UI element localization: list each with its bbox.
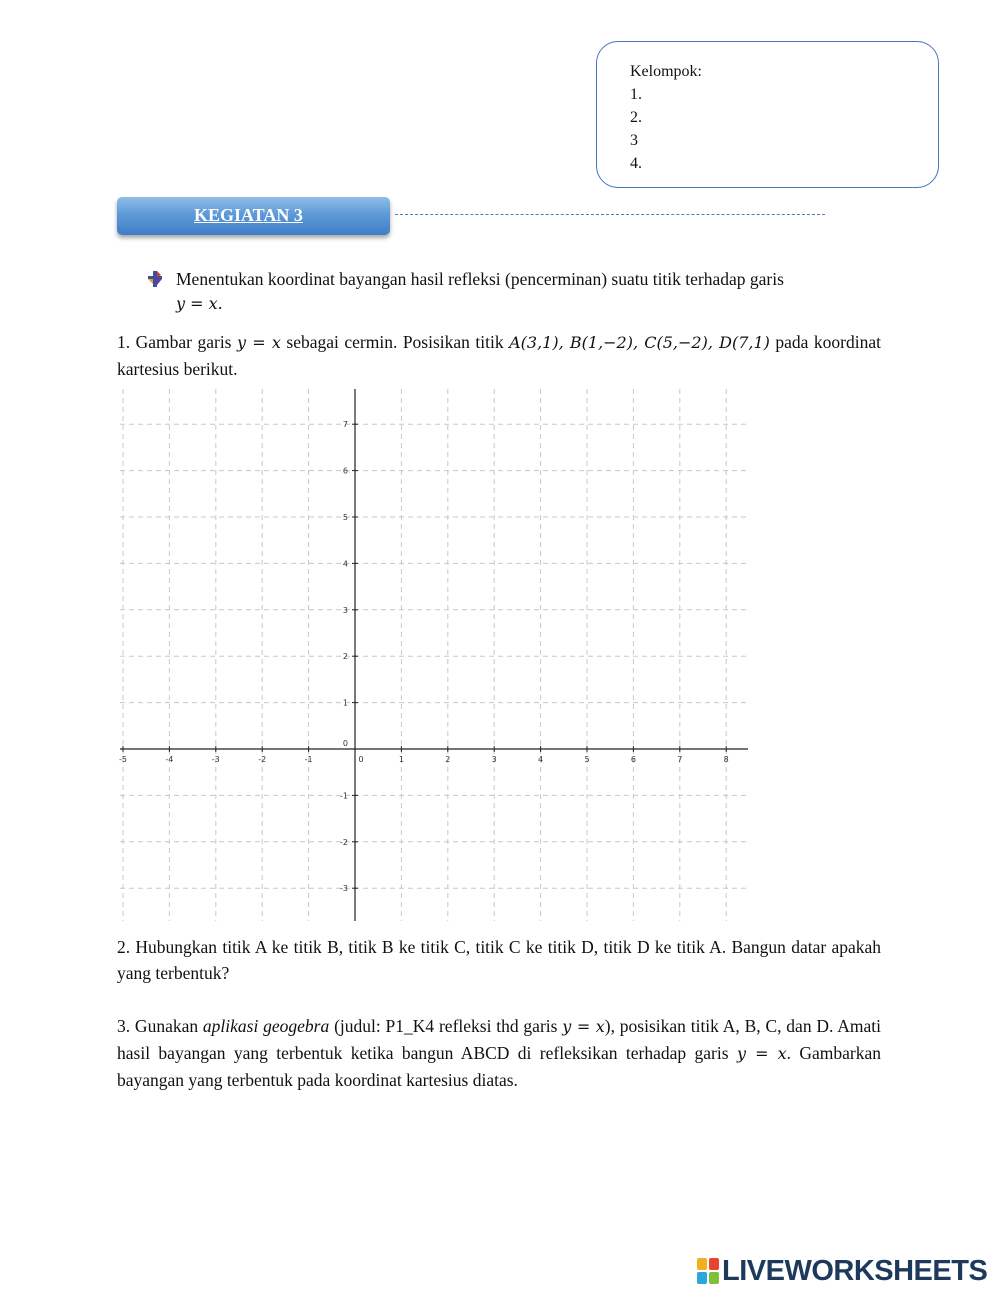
q1-mid: sebagai cermin. Posisikan titik [286,332,504,352]
y-tick-label: 5 [342,513,348,522]
liveworksheets-logo [697,1255,987,1287]
y-tick-label: 4 [342,559,348,569]
dashed-divider [395,214,825,215]
y-tick-label: -3 [340,884,348,894]
y-tick-label: -2 [340,837,348,847]
y-tick-label: -1 [340,791,348,801]
q1-points: A(3,1), B(1,−2), C(5,−2), D(7,1) [509,333,770,352]
x-tick-label: 2 [445,755,451,764]
question-2: 2. Hubungkan titik A ke titik B, titik B ke titik C, titik C ke titik D, titik D ke titik A. Bangun datar apakah yang terbentuk? [117,937,881,983]
group-member-2: 2. [630,109,642,126]
x-tick-label: 1 [398,755,404,764]
q3-math-1: y = x [562,1017,605,1036]
objective-text [176,267,881,316]
group-box [596,41,939,188]
y-tick-label: 3 [342,605,348,615]
q1-tail: pada koordinat kartesius berikut. [117,332,882,379]
objective-math: y = x. [176,294,223,313]
arrow-bullet-icon [145,269,165,289]
x-tick-label: -2 [258,755,267,764]
x-tick-label: 4 [538,755,544,764]
y-tick-label: 6 [342,466,348,476]
x-tick-label: -4 [165,755,174,764]
y-tick-label: 7 [342,420,348,430]
x-tick-label: -1 [304,755,313,764]
x-tick-label: 8 [723,755,729,764]
cartesian-grid[interactable] [112,385,752,925]
q3-tail: . Gambarkan bayangan yang terbentuk pada koordinat kartesius diatas. [117,1043,881,1090]
objective-sentence: Menentukan koordinat bayangan hasil refleksi (pencerminan) suatu titik terhadap garis [176,269,784,289]
y-tick-label: 0 [342,739,348,748]
x-tick-label: 6 [630,755,636,764]
x-tick-label: 3 [491,755,497,764]
q3-math-2: y = x [736,1044,787,1063]
logo-text: LIVEWORKSHEETS [722,1254,988,1287]
q3-mid: (judul: P1_K4 refleksi thd garis [334,1016,558,1036]
group-member-3: 3 [630,132,638,149]
group-title: Kelompok: [630,63,702,80]
question-1 [117,329,881,382]
question-3 [117,1013,881,1093]
y-tick-label: 2 [342,652,348,662]
x-tick-label: 0 [358,755,364,764]
q3-app-name: aplikasi geogebra [202,1016,330,1036]
q3-lead: 3. Gunakan [117,1016,199,1036]
x-tick-label: -5 [119,755,127,764]
y-tick-label: 1 [342,698,348,708]
x-tick-label: -3 [211,755,220,764]
q3-mid2: ), posisikan titik A, B, C, dan D. Amati hasil bayangan yang terbentuk ketika bangun ABCD di refleksikan terhadap garis [117,1016,881,1063]
group-member-1: 1. [630,86,642,103]
q1-lead: 1. Gambar garis [117,332,232,352]
q1-math-line: y = x [237,333,281,352]
group-member-4: 4. [630,155,642,172]
x-tick-label: 7 [677,755,683,764]
logo-blocks-icon [697,1258,719,1284]
x-tick-label: 5 [584,755,590,764]
activity-banner: KEGIATAN 3 [117,197,390,235]
